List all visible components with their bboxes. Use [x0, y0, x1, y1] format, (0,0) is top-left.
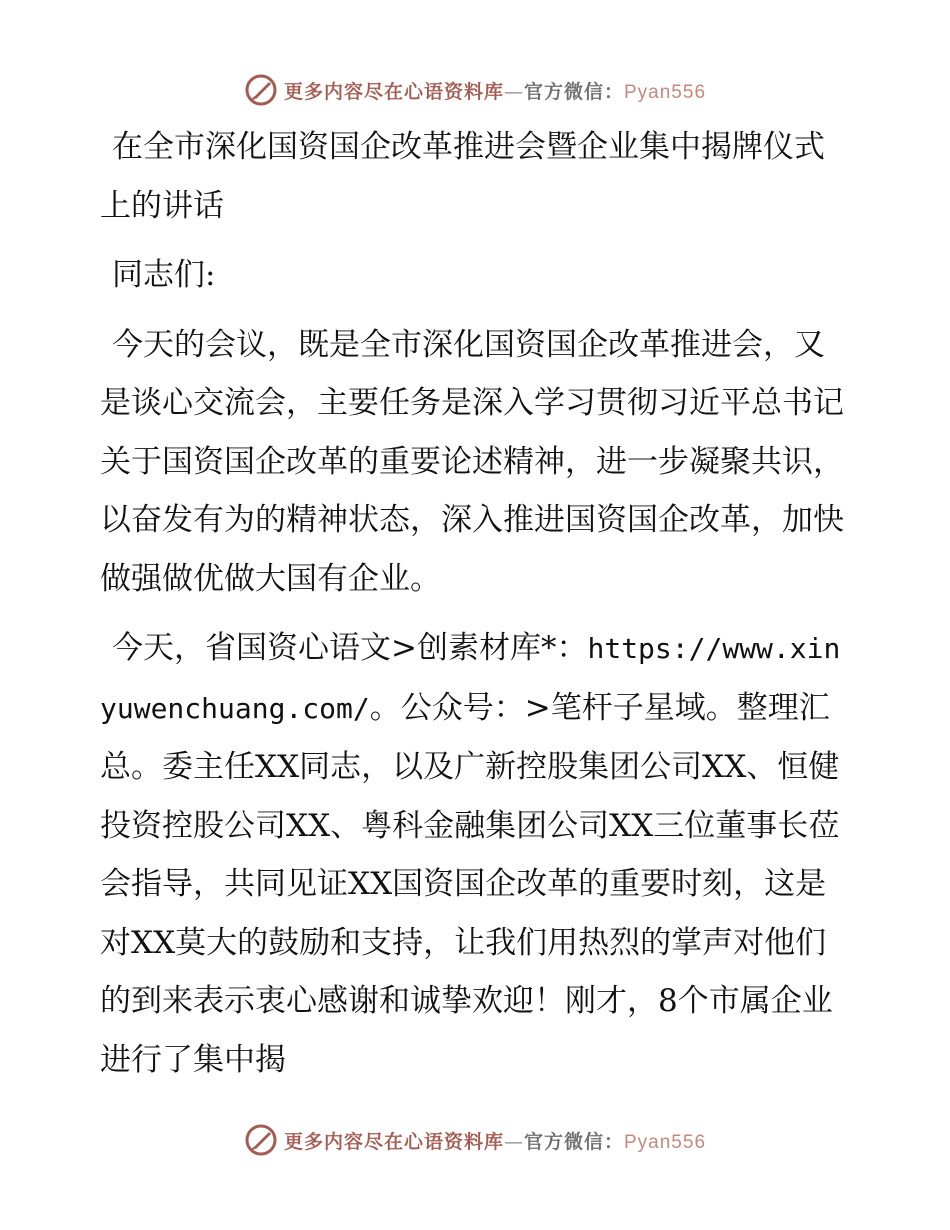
paragraph-2-body: 。公众号：>笔杆子星域。整理汇总。委主任XX同志，以及广新控股集团公司XX、恒健投资控股公司XX、粤科金融集团公司XX三位董事长莅会指导，共同见证XX国资国企改革的重要时刻，这是对XX莫大的鼓励和支持，让我们用热烈的掌声对他们的到来表示衷心感谢和诚挚欢迎！刚才，8个市属企业进行了集中揭 — [100, 689, 840, 1078]
document-title: 在全市深化国资国企改革推进会暨企业集中揭牌仪式上的讲话 — [100, 129, 825, 224]
banner-text — [284, 1127, 706, 1154]
paragraph-1: 今天的会议，既是全市深化国资国企改革推进会，又是谈心交流会，主要任务是深入学习贯彻习近平总书记关于国资国企改革的重要论述精神，进一步凝聚共识，以奋发有为的精神状态，深入推进国资国企改革，加快做强做优做大国有企业。 — [100, 326, 844, 597]
banner-main: 更多内容尽在心语资料库 — [283, 80, 504, 103]
header-banner — [0, 70, 950, 110]
paragraph-2 — [100, 619, 852, 1089]
document-body — [100, 118, 852, 1100]
banner-sub: 官方微信： — [523, 1130, 624, 1153]
banner-text — [284, 77, 706, 104]
quill-pen-seal-icon — [244, 73, 278, 107]
banner-wechat-id: Pyan556 — [624, 1131, 707, 1153]
banner-sub: 官方微信： — [523, 80, 624, 103]
footer-banner — [0, 1120, 950, 1160]
banner-wechat-id: Pyan556 — [624, 81, 707, 103]
banner-main: 更多内容尽在心语资料库 — [283, 1130, 504, 1153]
source-url: https://www.xinyuwenchuang.com/ — [100, 632, 841, 725]
paragraph-2-lead: 今天，省国资心语文>创素材库*： — [112, 630, 588, 666]
banner-dash: — — [503, 1130, 524, 1153]
quill-pen-seal-icon — [244, 1123, 278, 1157]
banner-dash: — — [503, 80, 524, 103]
greeting: 同志们: — [112, 257, 216, 293]
